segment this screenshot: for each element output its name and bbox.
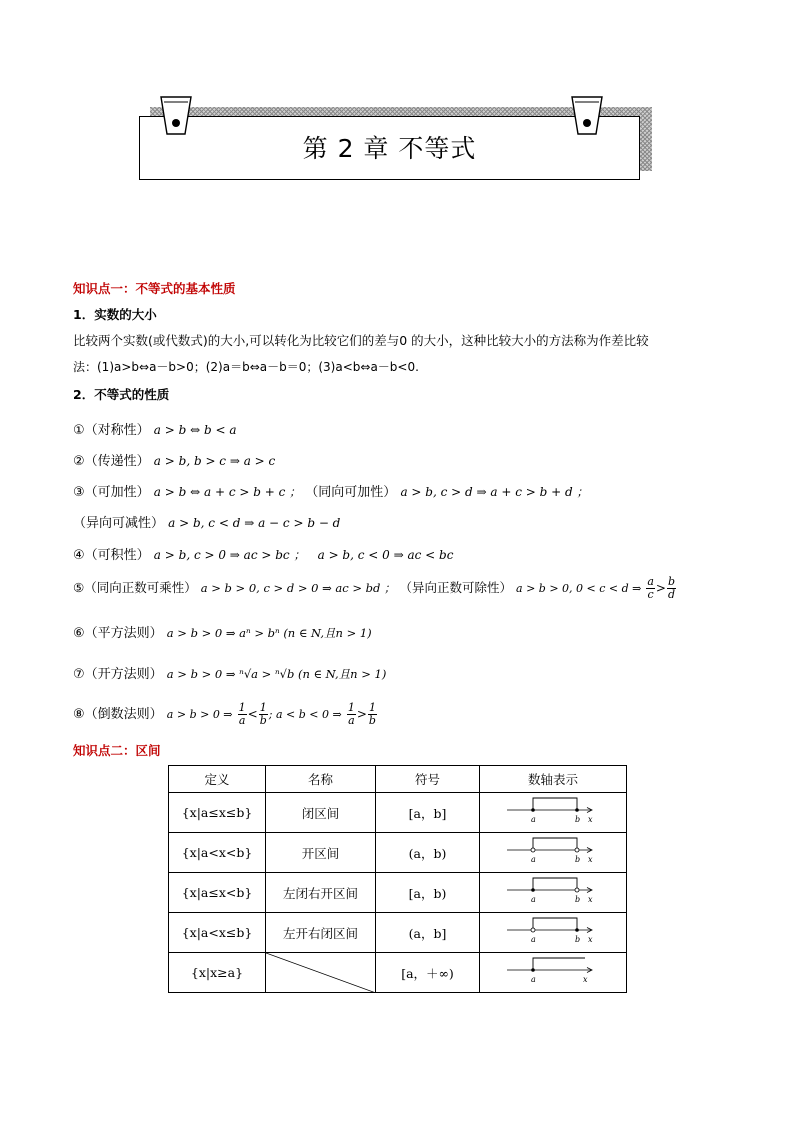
prop-1-label: ①（对称性）	[73, 423, 150, 438]
diagonal-slash	[266, 953, 376, 993]
frac-1-over-b	[368, 702, 377, 727]
prop-3-math: a > b ⇔ a + c > b + c ；	[153, 485, 302, 499]
prop-6-math: a > b > 0 ⇒ aⁿ > bⁿ (n ∈ N,且n > 1)	[166, 626, 372, 640]
prop-7-math: a > b > 0 ⇒ ⁿ√a > ⁿ√b (n ∈ N,且n > 1)	[166, 667, 387, 681]
prop-5	[73, 576, 677, 601]
kp2-heading: 知识点二：区间	[73, 743, 161, 758]
number-line-ray	[503, 956, 603, 986]
prop-3	[73, 481, 588, 500]
frac-b-over-d	[667, 576, 676, 601]
frac-num: 1	[347, 701, 355, 714]
chapter-banner	[139, 96, 653, 194]
prop-2	[73, 450, 275, 469]
frac-den: d	[667, 588, 676, 601]
prop-5-label: ⑤（同向正数可乘性）	[73, 580, 197, 595]
chapter-title: 第 2 章 不等式	[302, 134, 477, 163]
frac-1-over-a	[347, 702, 356, 727]
header-definition: 定义	[169, 766, 266, 793]
prop-7	[73, 663, 386, 682]
gt-sign: >	[356, 707, 367, 721]
prop-1	[73, 419, 237, 438]
frac-den: a	[348, 714, 355, 727]
prop-3b-math: a > b, c < d ⇒ a − c > b − d	[168, 516, 341, 530]
prop-1-math: a > b ⇔ b < a	[153, 423, 237, 437]
svg-text:x: x	[588, 815, 593, 824]
cell-number-line	[480, 793, 627, 833]
cell-name: 左开右闭区间	[266, 913, 376, 953]
frac-num: 1	[238, 701, 246, 714]
frac-1-over-b	[259, 702, 268, 727]
cell-number-line	[480, 953, 627, 993]
number-line-right-closed	[503, 916, 603, 946]
cell-symbol: (a，b)	[376, 833, 480, 873]
prop-8-label: ⑧（倒数法则）	[73, 707, 163, 722]
kp1-para-line2: 法：(1)a>b⇔a－b>0；(2)a＝b⇔a－b＝0；(3)a<b⇔a－b<0.	[73, 360, 419, 374]
prop-2-math: a > b, b > c ⇒ a > c	[153, 454, 276, 468]
svg-text:x: x	[588, 935, 593, 944]
header-symbol: 符号	[376, 766, 480, 793]
number-line-left-closed	[503, 876, 603, 906]
frac-num: 1	[368, 701, 376, 714]
svg-text:a: a	[531, 935, 536, 944]
svg-text:b: b	[575, 855, 581, 864]
prop-3b-label: （异向可减性）	[73, 516, 165, 531]
cell-symbol: [a，＋∞)	[376, 953, 480, 993]
svg-text:a: a	[531, 855, 536, 864]
svg-text:b: b	[575, 895, 581, 904]
cell-number-line	[480, 913, 627, 953]
header-name: 名称	[266, 766, 376, 793]
kp1-para-line1: 比较两个实数(或代数式)的大小,可以转化为比较它们的差与0 的大小，这种比较大小的方法称为作差比较	[73, 333, 649, 348]
prop-5-label2: （异向正数可除性）	[399, 580, 513, 595]
cell-def: {x|a<x≤b}	[169, 913, 266, 953]
svg-text:x: x	[588, 895, 593, 904]
cell-def: {x|a≤x≤b}	[169, 793, 266, 833]
frac-num: a	[647, 575, 654, 588]
frac-den: b	[259, 714, 267, 727]
frac-num: b	[667, 575, 676, 588]
header-number-line: 数轴表示	[480, 766, 627, 793]
banner-tag-right-icon	[570, 96, 604, 136]
svg-text:a: a	[531, 975, 536, 984]
prop-2-label: ②（传递性）	[73, 454, 150, 469]
prop-4-math2: a > b, c < 0 ⇒ ac < bc	[317, 548, 454, 562]
cell-symbol: (a，b]	[376, 913, 480, 953]
gt-sign: >	[655, 581, 666, 595]
prop-3-math2: a > b, c > d ⇒ a + c > b + d ；	[400, 485, 589, 499]
frac-den: a	[238, 714, 246, 727]
frac-den: c	[647, 588, 654, 601]
table-row	[169, 793, 627, 833]
prop-3-label: ③（可加性）	[73, 485, 150, 500]
prop-6	[73, 622, 372, 641]
cell-number-line	[480, 873, 627, 913]
number-line-closed	[503, 796, 603, 826]
kp1-heading: 知识点一：不等式的基本性质	[73, 281, 236, 296]
prop-5-math2: a > b > 0, 0 < c < d ⇒	[516, 582, 642, 595]
prop-8-math-a: a > b > 0 ⇒	[166, 708, 233, 721]
frac-1-over-a	[238, 702, 247, 727]
prop-6-label: ⑥（平方法则）	[73, 626, 163, 641]
prop-3b	[73, 512, 340, 531]
prop-7-label: ⑦（开方法则）	[73, 667, 163, 682]
banner-tag-left-icon	[159, 96, 193, 136]
svg-text:b: b	[575, 935, 581, 944]
table-row	[169, 873, 627, 913]
kp1-sub1: 1．实数的大小	[73, 307, 157, 322]
frac-num: 1	[259, 701, 267, 714]
prop-8-math-b: ; a < b < 0 ⇒	[268, 708, 342, 721]
interval-table	[168, 765, 627, 993]
prop-5-math: a > b > 0, c > d > 0 ⇒ ac > bd ；	[200, 581, 396, 595]
prop-4-math: a > b, c > 0 ⇒ ac > bc ；	[153, 548, 306, 562]
svg-text:a: a	[531, 815, 536, 824]
kp1-sub2: 2．不等式的性质	[73, 387, 170, 402]
table-header-row	[169, 766, 627, 793]
cell-def: {x|a≤x<b}	[169, 873, 266, 913]
prop-3-label2: （同向可加性）	[305, 485, 397, 500]
svg-text:b: b	[575, 815, 581, 824]
cell-symbol: [a，b)	[376, 873, 480, 913]
banner-box	[139, 116, 640, 180]
cell-number-line	[480, 833, 627, 873]
prop-8	[73, 702, 378, 727]
table-row	[169, 833, 627, 873]
table-row	[169, 913, 627, 953]
svg-text:a: a	[531, 895, 536, 904]
prop-4	[73, 544, 453, 563]
cell-name-empty	[266, 953, 376, 993]
prop-4-label: ④（可积性）	[73, 548, 150, 563]
number-line-open	[503, 836, 603, 866]
cell-symbol: [a，b]	[376, 793, 480, 833]
frac-a-over-c	[646, 576, 655, 601]
cell-name: 闭区间	[266, 793, 376, 833]
cell-name: 左闭右开区间	[266, 873, 376, 913]
cell-def: {x|x≥a}	[169, 953, 266, 993]
table-row	[169, 953, 627, 993]
svg-text:x: x	[588, 855, 593, 864]
cell-name: 开区间	[266, 833, 376, 873]
lt-sign: <	[247, 707, 258, 721]
svg-text:x: x	[583, 975, 588, 984]
frac-den: b	[368, 714, 376, 727]
cell-def: {x|a<x<b}	[169, 833, 266, 873]
